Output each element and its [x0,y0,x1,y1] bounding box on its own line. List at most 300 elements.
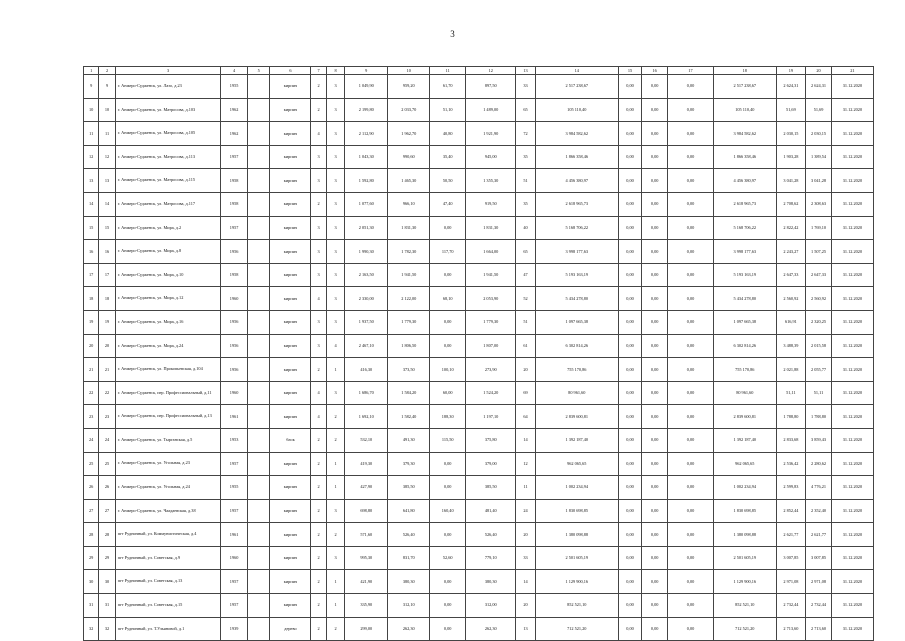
column-header: 20 [806,67,832,75]
table-cell: 20 [99,334,115,358]
table-cell: 2 971,08 [806,570,832,594]
table-cell: 1 941,50 [466,263,516,287]
table-cell: 3 984 582,62 [714,122,777,146]
table-cell: 0,00 [618,310,642,334]
table-cell: 10 [84,98,99,122]
table-cell: 1960 [221,381,248,405]
table-cell: 1962 [221,98,248,122]
table-cell: 1 [326,476,344,500]
table-cell: 1 779,30 [388,310,430,334]
table-cell: 2 [326,617,344,641]
table-cell: 0,00 [667,122,713,146]
table-cell: 0,00 [642,310,668,334]
table-cell: 1939 [221,617,248,641]
table-cell: 1 937,50 [345,310,388,334]
table-cell: 3 [326,287,344,311]
table-row [84,358,874,382]
table-cell [247,334,270,358]
table-cell: 22 [99,381,115,405]
table-cell: 61 [516,334,535,358]
table-cell: 0,00 [430,476,466,500]
table-cell: 0,00 [667,169,713,193]
table-cell: 4 456 380,97 [714,169,777,193]
table-cell: 4 [311,122,326,146]
table-cell: 1 [326,452,344,476]
table-row [84,240,874,264]
column-header: 13 [516,67,535,75]
table-cell: 160,40 [430,499,466,523]
table-cell: 51,11 [806,381,832,405]
table-cell: 20 [516,358,535,382]
table-cell: 0,00 [667,617,713,641]
table-cell: 9 [84,75,99,99]
column-header: 17 [667,67,713,75]
table-cell: 31.12.2020 [831,499,873,523]
table-cell: 0,00 [642,617,668,641]
table-cell: 32 [99,617,115,641]
table-cell: 3 007,85 [806,546,832,570]
table-cell: 0,00 [642,169,668,193]
column-header: 18 [714,67,777,75]
table-cell: 1 489,00 [466,98,516,122]
table-cell: 385,50 [388,476,430,500]
table-cell: 31.12.2020 [831,287,873,311]
table-cell [247,476,270,500]
table-cell: 385,50 [466,476,516,500]
table-cell: 532,10 [345,428,388,452]
table-cell: 65 [516,240,535,264]
table-cell: 1 807,00 [466,334,516,358]
table-cell: 4 [311,405,326,429]
table-cell: 2 708,62 [776,192,806,216]
table-cell: 427,90 [345,476,388,500]
address-cell: пгт Рудничный, ул. Советская, д.15 [115,594,221,618]
table-cell: 2 112,90 [345,122,388,146]
table-cell: 2 [311,476,326,500]
table-cell: 0,00 [618,98,642,122]
table-cell: 60,00 [430,381,466,405]
column-header: 14 [535,67,618,75]
table-cell: 1 582,40 [388,405,430,429]
table-cell: 31.12.2020 [831,263,873,287]
table-cell: 1 903,28 [776,145,806,169]
table-cell: 0,00 [667,405,713,429]
table-cell: 0,00 [667,98,713,122]
table-cell: 0,00 [667,452,713,476]
table-cell: 2 624,31 [776,75,806,99]
table-cell: 31.12.2020 [831,98,873,122]
table-cell: 2 713,60 [806,617,832,641]
table-cell: 15 [84,216,99,240]
table-cell: 2 320,25 [806,310,832,334]
table-cell: 31.12.2020 [831,452,873,476]
table-cell: 72 [516,122,535,146]
table-cell: 1958 [221,192,248,216]
table-cell: 2 [311,594,326,618]
table-cell: 2 501 605,19 [535,546,618,570]
table-cell: 0,00 [642,98,668,122]
table-cell: 27 [99,499,115,523]
table-cell: 14 [516,570,535,594]
table-cell: 31.12.2020 [831,381,873,405]
table-cell: 31.12.2020 [831,546,873,570]
table-cell: 3 [326,98,344,122]
table-cell: 1 831,30 [466,216,516,240]
table-cell: 755 170,86 [714,358,777,382]
table-cell: 1 392 187,40 [535,428,618,452]
table-cell: 419,30 [345,452,388,476]
table-cell: 20 [516,594,535,618]
table-cell: 0,00 [430,452,466,476]
table-cell: 897,50 [466,75,516,99]
table-cell: 2 467,10 [345,334,388,358]
table-cell: 1 830 698,85 [535,499,618,523]
table-cell: кирпич [270,405,311,429]
table-cell: 526,40 [466,523,516,547]
table-cell: 18 [84,287,99,311]
table-cell: 1 097 665,38 [714,310,777,334]
table-cell: 1957 [221,145,248,169]
table-cell: 2 833,68 [776,428,806,452]
table-cell: 3 984 582,62 [535,122,618,146]
table-row [84,594,874,618]
table-cell: 31.12.2020 [831,428,873,452]
table-cell: 1 788,80 [806,405,832,429]
table-cell: 1960 [221,546,248,570]
table-cell: 14 [516,428,535,452]
table-cell: 2 599,83 [776,476,806,500]
table-cell: 31.12.2020 [831,75,873,99]
table-cell: 2 030,15 [806,122,832,146]
table-cell: 2 [326,405,344,429]
column-header: 12 [466,67,516,75]
table-cell [247,405,270,429]
table-cell: 61,70 [430,75,466,99]
table-cell: 17 [84,263,99,287]
table-cell: кирпич [270,169,311,193]
table-cell: 1 788,80 [776,405,806,429]
table-cell: 0,00 [430,263,466,287]
table-cell: 14 [99,192,115,216]
table-cell: 0,00 [618,452,642,476]
table-cell: 3 [326,75,344,99]
table-cell: 1 355,30 [466,169,516,193]
header-row [84,67,874,75]
table-cell: 1957 [221,570,248,594]
table-cell: 1 380 098,88 [714,523,777,547]
table-cell: 1 779,30 [466,310,516,334]
table-cell: 0,00 [642,216,668,240]
column-header: 11 [430,67,466,75]
table-cell [247,570,270,594]
table-cell: 0,00 [430,594,466,618]
table-cell: 2 713,60 [776,617,806,641]
table-cell: 959,20 [388,75,430,99]
table-row [84,381,874,405]
table-cell: 0,00 [667,381,713,405]
table-row [84,405,874,429]
table-cell: 3 859,43 [806,428,832,452]
table-cell: 64 [516,405,535,429]
table-cell: 2 732,44 [806,594,832,618]
table-cell: 3 041,28 [806,169,832,193]
table-cell: 0,00 [642,594,668,618]
address-cell: г. Анжеро-Судженск, ул. Прокопьевская, д.104 [115,358,221,382]
table-cell: 0,00 [642,452,668,476]
table-cell: 32 [84,617,99,641]
table-cell: 80 961,60 [714,381,777,405]
table-cell: 0,00 [642,546,668,570]
table-cell: 990,60 [388,145,430,169]
table-cell: 14 [84,192,99,216]
table-row [84,122,874,146]
table-cell: 1 831,30 [388,216,430,240]
table-cell: 945,00 [466,145,516,169]
table-cell: 2 308,63 [806,192,832,216]
table-cell: 379,30 [388,452,430,476]
table-cell: 2 624,31 [806,75,832,99]
table-cell: 0,00 [642,499,668,523]
table-cell: 24 [516,499,535,523]
table-cell: 31.12.2020 [831,122,873,146]
table-cell: кирпич [270,98,311,122]
table-cell: кирпич [270,263,311,287]
table-cell: 966,10 [388,192,430,216]
table-cell: 2 [311,499,326,523]
table-cell [247,381,270,405]
address-cell: г. Анжеро-Судженск, ул. Матросова, д.103 [115,98,221,122]
table-cell: 31.12.2020 [831,405,873,429]
table-cell: 24 [84,428,99,452]
table-cell: 335,90 [345,594,388,618]
column-header: 19 [776,67,806,75]
table-cell [247,428,270,452]
table-cell: 12 [516,452,535,476]
table-cell: кирпич [270,570,311,594]
table-cell: 0,00 [618,192,642,216]
table-cell: кирпич [270,334,311,358]
column-header: 7 [311,67,326,75]
table-cell: 13 [84,169,99,193]
table-cell: 2 560,92 [776,287,806,311]
table-cell: 52,60 [430,546,466,570]
table-row [84,263,874,287]
table-cell: 0,00 [642,75,668,99]
table-cell: кирпич [270,546,311,570]
table-cell: 0,00 [430,216,466,240]
table-cell: 31.12.2020 [831,145,873,169]
table-cell: 31.12.2020 [831,310,873,334]
table-cell: 1 806,50 [388,334,430,358]
table-cell: 962 065,65 [714,452,777,476]
table-cell: 31.12.2020 [831,570,873,594]
table-cell: 11 [84,122,99,146]
table-cell: 380,30 [466,570,516,594]
table-cell: 1958 [221,263,248,287]
table-cell: 2 243,27 [776,240,806,264]
table-cell: 491,30 [388,428,430,452]
table-cell [247,287,270,311]
table-cell: 3 [311,310,326,334]
column-header: 8 [326,67,344,75]
table-cell: 962 065,65 [535,452,618,476]
table-row [84,546,874,570]
table-cell: кирпич [270,310,311,334]
table-cell: 0,00 [667,570,713,594]
table-cell: 2 647,33 [806,263,832,287]
address-cell: г. Анжеро-Судженск, ул. Мира, д.10 [115,263,221,287]
table-cell: кирпич [270,476,311,500]
table-cell: 40,80 [430,122,466,146]
table-cell: 3 007,85 [776,546,806,570]
table-cell: 17 [99,263,115,287]
table-cell: 4 [326,334,344,358]
table-cell: 31.12.2020 [831,476,873,500]
table-cell: 69 [516,381,535,405]
table-cell: 5 434 278,80 [535,287,618,311]
table-cell: 3 [326,499,344,523]
table-cell: 10 [99,98,115,122]
table-cell: 52 [516,287,535,311]
table-cell: 33 [516,546,535,570]
table-cell: 3 041,28 [776,169,806,193]
table-cell: 616,91 [776,310,806,334]
table-cell: 51 [516,310,535,334]
table-cell: 2 280,62 [806,452,832,476]
table-cell: 0,00 [618,617,642,641]
table-cell: 1961 [221,523,248,547]
table-cell: 0,00 [667,75,713,99]
table-row [84,570,874,594]
table-cell: 1957 [221,499,248,523]
table-cell: 3 [326,192,344,216]
table-cell: 273,90 [466,358,516,382]
address-cell: г. Анжеро-Судженск, ул. Матросова, д.117 [115,192,221,216]
table-cell: 31.12.2020 [831,216,873,240]
table-cell: 1 830 698,85 [714,499,777,523]
table-cell: 1 524,20 [466,381,516,405]
address-cell: пгт Рудничный, ул. Коммунистическая, д.4 [115,523,221,547]
table-cell: блок [270,428,311,452]
table-cell: 0,00 [642,476,668,500]
table-cell: 1 077,60 [345,192,388,216]
table-cell: 2 839 600,81 [714,405,777,429]
table-cell: 0,00 [642,287,668,311]
table-cell: 51,11 [776,381,806,405]
table-row [84,310,874,334]
table-cell: 4 [311,381,326,405]
table-cell: 0,00 [618,75,642,99]
table-cell [247,75,270,99]
address-cell: г. Анжеро-Судженск, пер. Профессиональный, д.11 [115,381,221,405]
table-cell: 0,00 [642,122,668,146]
table-cell: 12 [84,145,99,169]
table-cell: 26 [99,476,115,500]
table-cell: 15 [99,216,115,240]
table-cell: 105 110,40 [535,98,618,122]
table-cell: 2 536,42 [776,452,806,476]
table-cell: 31 [99,594,115,618]
table-cell: 30 [99,570,115,594]
table-cell: 100,10 [430,358,466,382]
table-cell: 2 352,40 [806,499,832,523]
table-cell: 0,00 [642,428,668,452]
table-cell: 0,00 [667,546,713,570]
table-cell: 2 051,30 [345,216,388,240]
table-cell: 4 [311,287,326,311]
table-cell: кирпич [270,499,311,523]
table-cell: 1 [326,358,344,382]
table-cell: 1 990,30 [345,240,388,264]
table-cell: 2 971,08 [776,570,806,594]
table-cell: 0,00 [642,405,668,429]
table-cell: 0,00 [430,617,466,641]
column-header: 6 [270,67,311,75]
table-cell: 2 621,77 [806,523,832,547]
column-header: 4 [221,67,248,75]
table-cell [247,122,270,146]
table-cell: 1 866 358,46 [535,145,618,169]
table-cell: 5 193 163,19 [535,263,618,287]
table-cell: кирпич [270,145,311,169]
table-cell: 0,00 [642,570,668,594]
table-cell: 4 776,21 [806,476,832,500]
table-cell: 375,80 [466,428,516,452]
table-cell: 3 [326,216,344,240]
table-cell [247,310,270,334]
address-cell: г. Анжеро-Судженск, ул. Лазо, д.23 [115,75,221,99]
table-cell: 50,50 [430,169,466,193]
table-cell: 995,30 [345,546,388,570]
table-cell: 3 [326,240,344,264]
table-cell: 25 [84,452,99,476]
column-header: 21 [831,67,873,75]
table-cell: 1955 [221,476,248,500]
table-cell: 0,00 [618,263,642,287]
table-cell: 526,40 [388,523,430,547]
address-cell: г. Анжеро-Судженск, ул. Матросова, д.113 [115,145,221,169]
table-row [84,334,874,358]
table-cell: 5 434 278,80 [714,287,777,311]
table-cell: 1956 [221,334,248,358]
table-cell: 31 [84,594,99,618]
table-cell: 299,00 [345,617,388,641]
table-cell: 3 [311,334,326,358]
table-cell: 40 [516,216,535,240]
table-cell: 0,00 [618,287,642,311]
table-cell: 1 962,70 [388,122,430,146]
table-cell: 1 592,80 [345,169,388,193]
table-cell: 20 [84,334,99,358]
table-cell: 12 [99,145,115,169]
table-cell: 117,70 [430,240,466,264]
table-cell: 0,00 [642,263,668,287]
table-cell: 68,10 [430,287,466,311]
table-cell: 852 521,10 [714,594,777,618]
table-cell: 2 [311,523,326,547]
table-cell: 852 521,10 [535,594,618,618]
table-cell: 21 [99,358,115,382]
table-cell: 2 330,00 [345,287,388,311]
table-cell: кирпич [270,381,311,405]
address-cell: пгт Рудничный, ул. Т.Ульяновой, д.1 [115,617,221,641]
table-cell: 1 507,25 [806,240,832,264]
table-cell: 1953 [221,428,248,452]
address-cell: г. Анжеро-Судженск, ул. Чаадаевская, д.38 [115,499,221,523]
page-number: 3 [450,29,455,39]
column-header: 9 [345,67,388,75]
table-cell: 1 392 187,40 [714,428,777,452]
